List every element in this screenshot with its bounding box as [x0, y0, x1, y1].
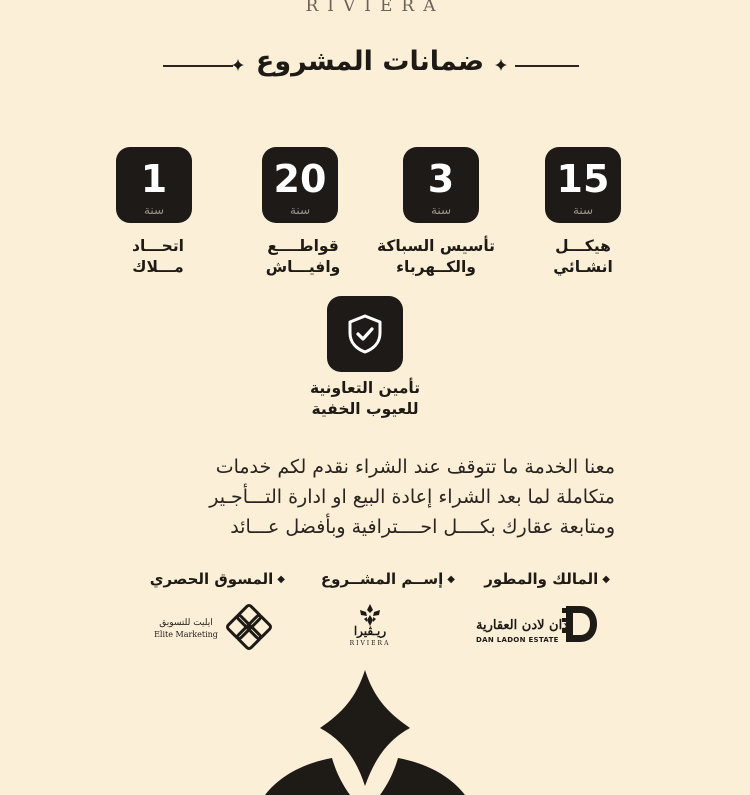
- diamond-icon: [232, 59, 244, 71]
- caption-line: للعيوب الخفية: [311, 400, 419, 418]
- section-heading: [0, 44, 750, 88]
- riviera-flower-icon: [358, 604, 382, 626]
- owner-logo-english: DAN LADON ESTATE: [476, 636, 559, 644]
- guarantee-badge-owners: [116, 147, 192, 223]
- paragraph-line: ومتابعة عقارك بكــــل احــــترافية وبأفضل عـــائد: [230, 516, 615, 538]
- caption-line: قواطــــع: [267, 237, 339, 255]
- marketer-logo-english: Elite Marketing: [154, 630, 218, 639]
- credit-label: المالك والمطور: [484, 570, 599, 588]
- guarantee-number: 1: [140, 157, 168, 201]
- caption-line: تأمين التعاونية: [309, 379, 421, 397]
- guarantee-badge-switches: [262, 147, 338, 223]
- insurance-badge: [327, 296, 403, 372]
- page-title: ضمانات المشروع: [255, 46, 485, 77]
- caption-line: هيكـــل: [555, 237, 611, 255]
- elite-knot-icon: [226, 604, 272, 650]
- caption-line: اتحـــاد: [132, 237, 184, 255]
- guarantee-unit: سنة: [289, 203, 311, 217]
- caption-line: والكــهرباء: [396, 258, 476, 276]
- guarantee-number: 15: [556, 157, 610, 201]
- shield-check-icon: [343, 312, 387, 356]
- heading-line-right: [515, 65, 579, 67]
- project-logo-english: RIVIERA: [349, 640, 391, 647]
- guarantee-caption-switches: [233, 236, 373, 278]
- credit-project: [321, 570, 455, 588]
- guarantee-caption-structure: [513, 236, 653, 278]
- paragraph-line: معنا الخدمة ما تتوقف عند الشراء نقدم لكم خدمات: [215, 456, 615, 478]
- bullet-icon: ◆: [447, 574, 455, 585]
- marketer-logo-arabic: ايليت للتسويق: [159, 618, 213, 628]
- owner-logo-arabic: دان لادن العقارية: [476, 618, 568, 633]
- heading-line-left: [163, 65, 233, 67]
- guarantee-number: 3: [427, 157, 455, 201]
- guarantee-unit: سنة: [143, 203, 165, 217]
- guarantee-unit: سنة: [572, 203, 594, 217]
- guarantee-badge-structure: [545, 147, 621, 223]
- project-logo-arabic: ريـڤيرا: [353, 624, 387, 638]
- diamond-icon: [495, 59, 507, 71]
- bullet-icon: ◆: [277, 574, 285, 585]
- guarantee-caption-plumbing: [366, 236, 506, 278]
- decorative-flower-icon: [260, 668, 490, 795]
- guarantee-caption-owners: [88, 236, 228, 278]
- credit-label: المسوق الحصري: [149, 570, 274, 588]
- guarantee-number: 20: [273, 157, 327, 201]
- guarantee-badge-plumbing: [403, 147, 479, 223]
- paragraph-line: متكاملة لما بعد الشراء إعادة البيع او ادارة التـــأجـير: [209, 486, 615, 508]
- top-brand-text: RIVIERA: [305, 0, 445, 16]
- caption-line: انشـائي: [553, 258, 613, 276]
- credit-owner: [484, 570, 610, 588]
- caption-line: مـــلاك: [132, 258, 184, 276]
- caption-line: وافيـــاش: [265, 258, 341, 276]
- credit-marketer: [150, 570, 285, 588]
- caption-line: تأسيس السباكة: [377, 237, 495, 255]
- credit-label: إســم المشــروع: [320, 570, 444, 588]
- guarantee-unit: سنة: [430, 203, 452, 217]
- bullet-icon: ◆: [602, 574, 610, 585]
- services-paragraph: [120, 452, 615, 542]
- insurance-caption: [295, 378, 435, 420]
